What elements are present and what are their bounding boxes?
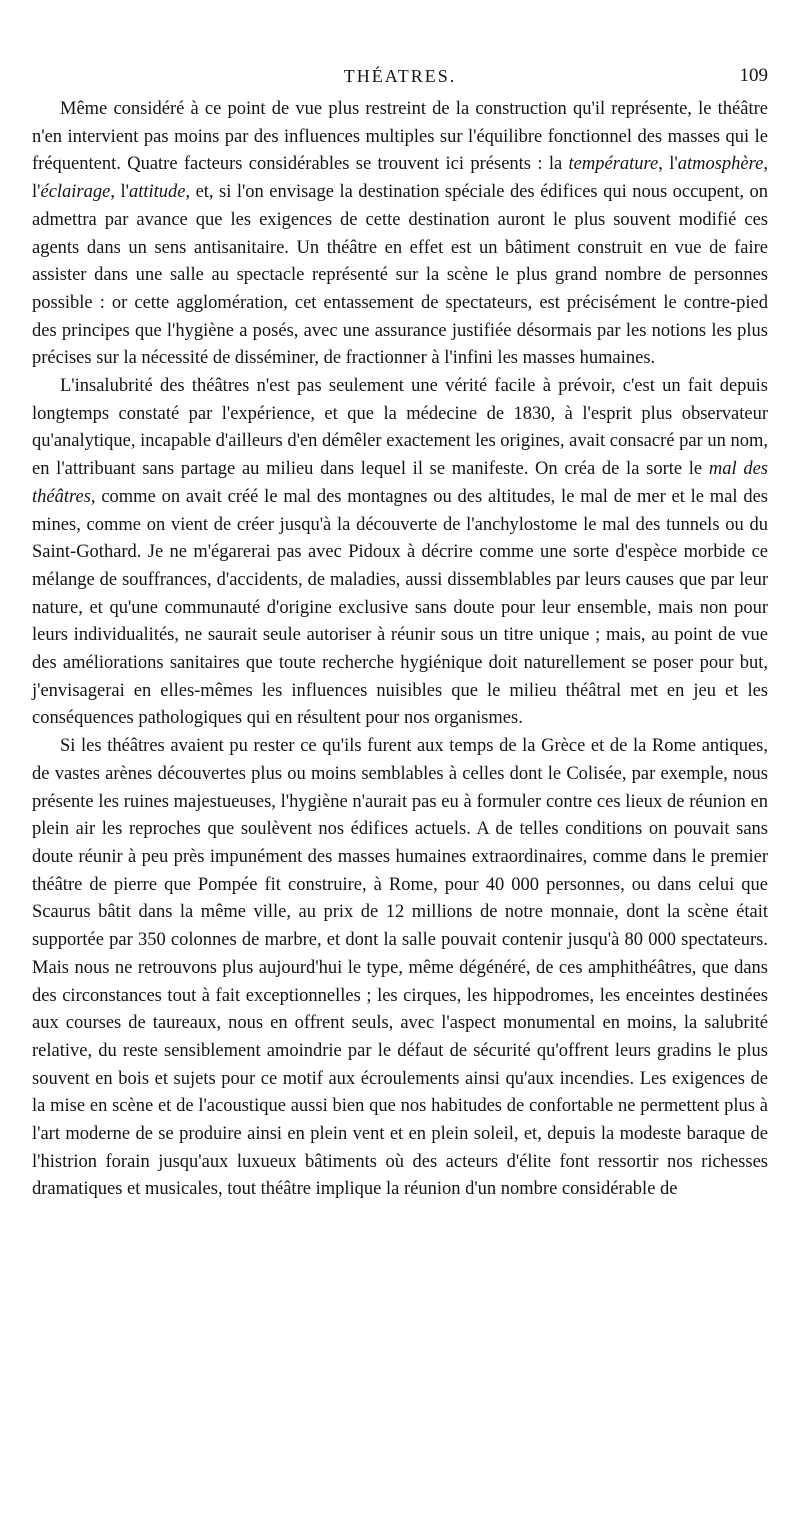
page-number: 109 [739,65,768,86]
paragraph: Si les théâtres avaient pu rester ce qu'ils furent aux temps de la Grèce et de la Rome antiques, de vastes arènes découvertes plus ou moins semblables à celles dont le Colisée, par exemple, nous présente les ruines majestueuses, l'hygiène n'aurait pas eu à formuler contre ces lieux de réunion en plein air les reproches que soulèvent nos édifices actuels. A de telles conditions on pouvait sans doute réunir à peu près impunément des masses humaines extraordinaires, comme dans le premier théâtre de pierre que Pompée fit construire, à Rome, pour 40 000 personnes, ou dans celui que Scaurus bâtit dans la même ville, au prix de 12 millions de notre monnaie, dont la scène était supportée par 350 colonnes de marbre, et dont la salle pouvait contenir jusqu'à 80 000 spectateurs. Mais nous ne retrouvons plus aujourd'hui le type, même dégénéré, de ces amphithéâtres, que dans des circonstances tout à fait exceptionnelles ; les cirques, les hippodromes, les enceintes destinées aux courses de taureaux, nous en offrent seuls, avec l'aspect monumental en moins, la salubrité relative, du reste sensiblement amoindrie par le défaut de sécurité qu'offrent leurs gradins le plus souvent en bois et sujets pour ce motif aux écroulements ainsi qu'aux incendies. Les exigences de la mise en scène et de l'acoustique aussi bien que nos habitudes de confortable ne permettent plus à l'art moderne de se produire ainsi en plein vent et en plein soleil, et, depuis la modeste baraque de l'histrion forain jusqu'aux luxueux bâtiments où des acteurs d'élite font ressortir nos richesses dramatiques et musicales, tout théâtre implique la réunion d'un nombre considérable de [32,736,768,1200]
italic-term: température [568,154,659,175]
italic-term: attitude [128,182,186,203]
book-page [32,62,768,1204]
italic-term: atmosphère [677,154,764,175]
paragraph: L'insalubrité des théâtres n'est pas seulement une vérité facile à prévoir, c'est un fait depuis longtemps constaté par l'expérience, et que la médecine de 1830, à l'esprit plus observateur qu'analytique, incapable d'ailleurs d'en démêler exactement les origines, avait consacré par un nom, en l'attribuant sans partage au milieu dans lequel il se manifeste. On créa de la sorte le mal des théâtres, comme on avait créé le mal des montagnes ou des altitudes, le mal de mer et le mal des mines, comme on vient de créer jusqu'à la découverte de l'anchylostome le mal des tunnels ou du Saint-Gothard. Je ne m'égarerai pas avec Pidoux à décrire comme une sorte d'espèce morbide ce mélange de souffrances, d'accidents, de maladies, aussi dissemblables par leurs causes que par leur nature, et qu'une communauté d'origine exclusive sans doute pour leur ensemble, mais non pour leurs individualités, ne saurait seule autoriser à réunir sous un titre unique ; mais, au point de vue des améliorations sanitaires que toute recherche hygiénique doit naturellement se poser pour but, j'envisagerai en elles-mêmes les influences nuisibles que le milieu théâtral met en jeu et les conséquences pathologiques qui en résultent pour nos organismes. [32,376,768,729]
italic-term: éclairage [40,182,111,203]
running-title: THÉATRES. [343,66,457,86]
running-head [32,62,768,96]
paragraph: Même considéré à ce point de vue plus restreint de la construction qu'il représente, le théâtre n'en intervient pas moins par des influences multiples sur l'équilibre fonctionnel des masses qui le fréquentent. Quatre facteurs considérables se trouvent ici présents : la température, l'atmosphère, l'éclairage, l'attitude, et, si l'on envisage la destination spéciale des édifices qui nous occupent, on admettra par avance que les exigences de cette destination auront le plus souvent modifié ces agents dans un sens antisanitaire. Un théâtre en effet est un bâtiment construit en vue de faire assister dans une salle au spectacle représenté sur la scène le plus grand nombre de personnes possible : or cette agglomération, cet entassement de spectateurs, est précisément le contre-pied des principes que l'hygiène a posés, avec une assurance justifiée désormais par les notions les plus précises sur la nécessité de disséminer, de fractionner à l'infini les masses humaines. [32,99,768,369]
body-text [32,96,768,1204]
italic-term: mal des théâtres [32,459,768,507]
